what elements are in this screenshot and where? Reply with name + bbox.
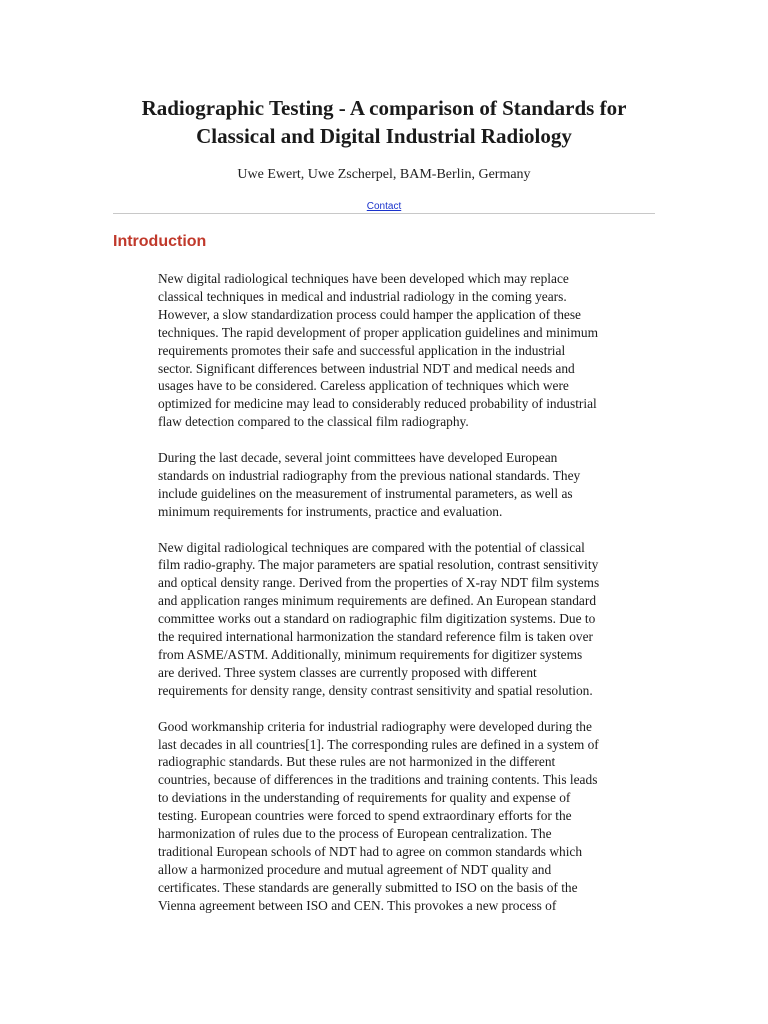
paragraph-line: radiographic standards. But these rules are not harmonized in the different — [158, 754, 556, 770]
paragraph-line: from ASME/ASTM. Additionally, minimum requirements for digitizer systems — [158, 647, 583, 662]
paragraph-line: standards on industrial radiography from the previous national standards. They — [158, 467, 581, 483]
paragraph-line: Vienna agreement between ISO and CEN. This provokes a new process of — [158, 897, 557, 913]
paragraph-line: traditional European schools of NDT had to agree on common standards which — [158, 843, 583, 859]
body-paragraph — [158, 270, 658, 431]
paragraph-line: classical techniques in medical and industrial radiology in the coming years. — [158, 288, 567, 304]
paragraph-line: and application ranges minimum requirements are defined. An European standard — [158, 593, 597, 609]
paragraph-line: New digital radiological techniques are compared with the potential of classical — [158, 539, 585, 555]
paragraph-line: flaw detection compared to the classical film radiography. — [158, 414, 469, 430]
introduction-body — [158, 270, 658, 932]
paragraph-line: sector. Significant differences between industrial NDT and medical needs and — [158, 360, 575, 376]
author-line: Uwe Ewert, Uwe Zscherpel, BAM-Berlin, Germany — [237, 167, 531, 182]
paragraph-line: optimized for medicine may lead to considerably reduced probability of industrial — [158, 396, 597, 412]
paragraph-line: Good workmanship criteria for industrial radiography were developed during the — [158, 718, 592, 734]
paragraph-line: minimum requirements for instruments, practice and evaluation. — [158, 503, 503, 519]
paragraph-line: requirements for density range, density contrast sensitivity and spatial resolution. — [158, 682, 593, 698]
paragraph-line: and optical density range. Derived from the properties of X-ray NDT film systems — [158, 575, 600, 591]
title-line-1: Radiographic Testing - A comparison of Standards for — [141, 96, 627, 120]
paragraph-line: New digital radiological techniques have been developed which may replace — [158, 271, 569, 286]
paragraph-line: However, a slow standardization process could hamper the application of these — [158, 306, 581, 322]
paragraph-line: allow a harmonized procedure and mutual agreement of NDT quality and — [158, 861, 552, 877]
horizontal-divider — [113, 213, 655, 214]
paragraph-line: committee works out a standard on radiographic film digitization systems. Due to — [158, 611, 596, 627]
body-paragraph — [158, 449, 658, 521]
body-paragraph — [158, 718, 658, 915]
document-title — [100, 94, 668, 150]
paragraph-line: techniques. The rapid development of proper application guidelines and minimum — [158, 324, 599, 340]
paragraph-line: to deviations in the understanding of requirements for quality and expense of — [158, 790, 571, 806]
paragraph-line: certificates. These standards are generally submitted to ISO on the basis of the — [158, 879, 578, 895]
paragraph-line: harmonization of rules due to the process of European centralization. The — [158, 826, 552, 842]
title-line-2: Classical and Digital Industrial Radiology — [196, 124, 572, 148]
paragraph-line: requirements promotes their safe and successful application in the industrial — [158, 342, 566, 358]
paragraph-line: countries, because of differences in the traditions and training contents. This leads — [158, 772, 598, 788]
paragraph-line: last decades in all countries[1]. The corresponding rules are defined in a system of — [158, 736, 599, 752]
paragraph-line: the required international harmonization the standard reference film is taken over — [158, 629, 594, 645]
paragraph-line: During the last decade, several joint committees have developed European — [158, 450, 558, 466]
paragraph-line: testing. European countries were forced to spend extraordinary efforts for the — [158, 808, 572, 824]
paragraph-line: usages have to be considered. Careless application of techniques which were — [158, 378, 569, 394]
body-paragraph — [158, 539, 658, 700]
paragraph-line: are derived. Three system classes are currently proposed with different — [158, 664, 537, 680]
paragraph-line: film radio-graphy. The major parameters are spatial resolution, contrast sensitivity — [158, 557, 599, 573]
paragraph-line: include guidelines on the measurement of instrumental parameters, as well as — [158, 485, 573, 501]
contact-row — [100, 200, 668, 213]
section-heading-introduction: Introduction — [113, 233, 207, 250]
contact-link[interactable]: Contact — [366, 201, 402, 212]
